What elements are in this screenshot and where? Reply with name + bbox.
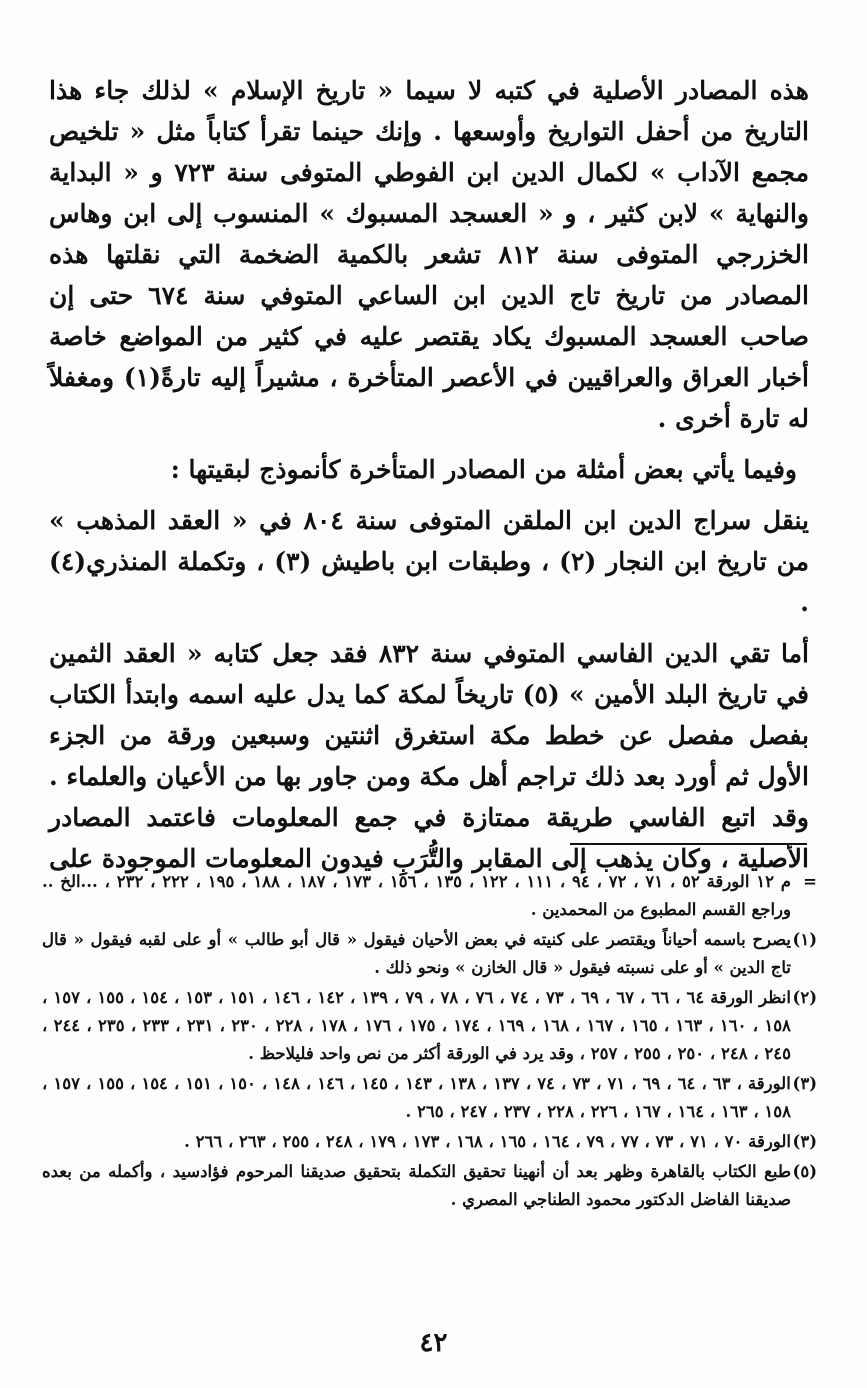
footnote-marker: = (803, 872, 817, 891)
footnote-marker: (٣) (792, 1132, 817, 1151)
footnote-text: الورقة ، ٦٣ ، ٦٤ ، ٦٩ ، ٧١ ، ٧٣ ، ٧٤ ، ١٣٧ ، ١٣٨ ، ١٤٣ ، ١٤٥ ، ١٤٦ ، ١٤٨ ، ١٥٠ ، ١٥١ ، ١٥٤ ، ١٥٥ ، ١٥٧ ، ١٥٨ ، ١٦٣ ، ١٦٤ ، ١٦٧ ، ٢٢٦ ، ٢٢٨ ، ٢٣٧ ، ٢٤٧ ، ٢٦٥ . (42, 1074, 791, 1121)
paragraph-4: أما تقي الدين الفاسي المتوفي سنة ٨٣٢ فقد جعل كتابه « العقد الثمين في تاريخ البلد الأمين » (٥) تاريخاً لمكة كما يدل عليه اسمه وابتدأ الكتاب بفصل مفصل عن خطط مكة استغرق اثنتين وسبعين ورقة من الجزء الأول ثم أورد بعد ذلك تراجم أهل مكة ومن جاور بها من الأعيان والعلماء . وقد اتبع الفاسي طريقة ممتازة في جمع المعلومات فاعتمد المصادر الأصلية ، وكان يذهب إلى المقابر والتُّرَبِ فيدون المعلومات الموجودة على (49, 639, 810, 873)
footnote-text: الورقة ٧٠ ، ٧١ ، ٧٣ ، ٧٧ ، ٧٩ ، ١٦٤ ، ١٦٥ ، ١٦٨ ، ١٧٣ ، ١٧٩ ، ٢٤٨ ، ٢٥٥ ، ٢٦٣ ، ٢٦٦ . (184, 1132, 791, 1151)
footnote-continuation (42, 868, 817, 924)
paragraph-1: هذه المصادر الأصلية في كتبه لا سيما « تاريخ الإسلام » لذلك جاء هذا التاريخ من أحفل التواريخ وأوسعها . وإنك حينما تقرأ كتاباً مثل « تلخيص مجمع الآداب » لكمال الدين ابن الفوطي المتوفى سنة ٧٢٣ و « البداية والنهاية » لابن كثير ، و « العسجد المسبوك » المنسوب إلى ابن وهاس الخزرجي المتوفى سنة ٨١٢ تشعر بالكمية الضخمة التي نقلتها هذه المصادر من تاريخ تاج الدين ابن الساعي المتوفي سنة ٦٧٤ حتى إن صاحب العسجد المسبوك يكاد يقتصر عليه في كثير من المواضع خاصة أخبار العراق والعراقيين في الأعصر المتأخرة ، مشيراً إليه تارةً(١) ومغفلاً له تارة أخرى . (49, 76, 809, 433)
footnote-marker: (٥) (792, 1162, 817, 1181)
footnote-2 (42, 984, 817, 1068)
footnote-text: م ١٢ الورقة ٥٢ ، ٧١ ، ٧٢ ، ٩٤ ، ١١١ ، ١٢٢ ، ١٣٥ ، ١٥٦ ، ١٧٣ ، ١٨٧ ، ١٨٨ ، ١٩٥ ، ٢٢٢ ، ٢٣٢ ، ...الخ .. وراجع القسم المطبوع من المحمدين . (42, 872, 791, 919)
footnotes (42, 868, 817, 1216)
page-number: ٤٢ (419, 1328, 448, 1358)
footnote-text: يصرح باسمه أحياناً ويقتصر على كنيته في بعض الأحيان فيقول « قال أبو طالب » أو على لقبه فيقول « قال تاج الدين » أو على نسبته فيقول « قال الخازن » ونحو ذلك . (42, 930, 791, 977)
footnote-1 (42, 926, 817, 982)
footnote-separator (570, 843, 807, 845)
footnote-marker: (١) (792, 930, 817, 949)
footnote-3 (42, 1070, 817, 1126)
footnote-marker: (٢) (792, 988, 817, 1007)
main-text (49, 70, 809, 889)
footnote-text: انظر الورقة ٦٤ ، ٦٦ ، ٦٧ ، ٦٩ ، ٧٣ ، ٧٤ ، ٧٦ ، ٧٨ ، ٧٩ ، ١٣٩ ، ١٤٢ ، ١٤٦ ، ١٥١ ، ١٥٣ ، ١٥٤ ، ١٥٥ ، ١٥٧ ، ١٥٨ ، ١٦٠ ، ١٦٣ ، ١٦٥ ، ١٦٧ ، ١٦٨ ، ١٦٩ ، ١٧٤ ، ١٧٥ ، ١٧٦ ، ١٧٨ ، ٢٢٨ ، ٢٣٠ ، ٢٣١ ، ٢٣٣ ، ٢٣٥ ، ٢٤٤ ، ٢٤٥ ، ٢٤٨ ، ٢٥٠ ، ٢٥٥ ، ٢٥٧ ، وقد يرد في الورقة أكثر من نص واحد فليلاحظ . (42, 988, 791, 1063)
footnote-5 (42, 1158, 817, 1214)
paragraph-2: وفيما يأتي بعض أمثلة من المصادر المتأخرة كأنموذج لبقيتها : (170, 455, 797, 484)
footnote-marker: (٣) (792, 1074, 817, 1093)
footnote-4 (42, 1128, 817, 1156)
paragraph-3: ينقل سراج الدين ابن الملقن المتوفى سنة ٨٠٤ في « العقد المذهب » من تاريخ ابن النجار (٢) ، وطبقات ابن باطيش (٣) ، وتكملة المنذري(٤) . (49, 506, 809, 617)
footnote-text: طبع الكتاب بالقاهرة وظهر بعد أن أنهينا تحقيق التكملة بتحقيق صديقنا المرحوم فؤادسيد ، وأكمله من بعده صديقنا الفاضل الدكتور محمود الطناجي المصري . (42, 1162, 791, 1209)
